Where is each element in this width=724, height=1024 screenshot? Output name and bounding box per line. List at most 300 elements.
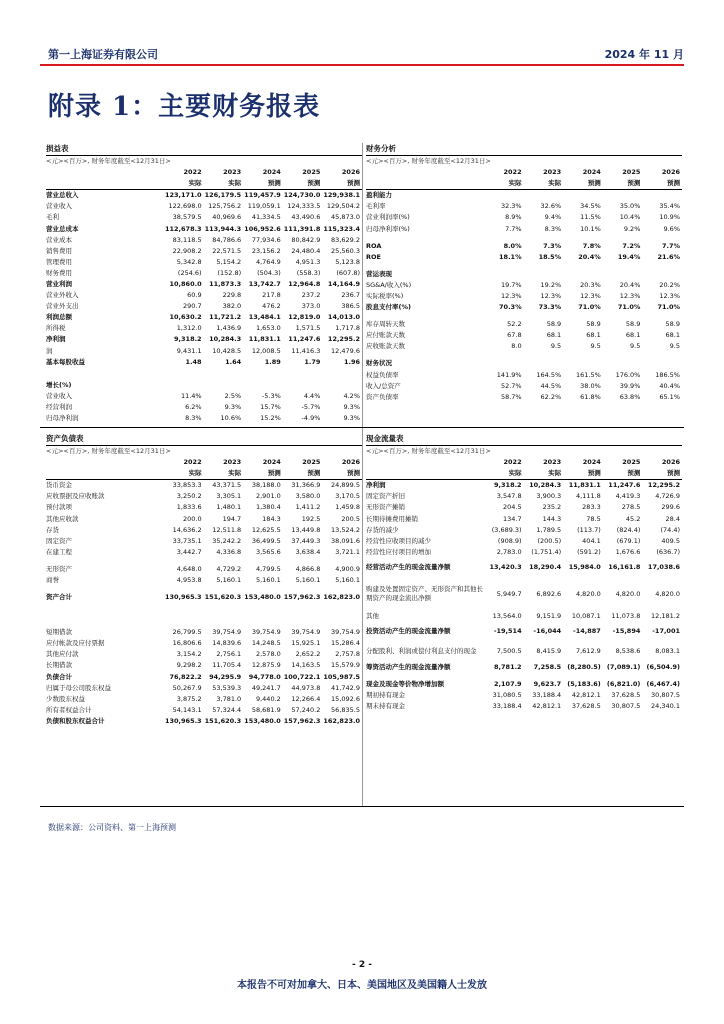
cell-value: 62.2% — [540, 392, 562, 401]
cell-value: 9.3% — [343, 402, 360, 411]
cell-value: 9.4% — [544, 213, 562, 222]
cell-value: -5.7% — [301, 402, 321, 411]
year-label: 2023 — [223, 168, 242, 177]
row-label: 所有者权益合计 — [46, 705, 92, 714]
table-row — [46, 683, 362, 694]
table-row — [46, 536, 362, 547]
cell-value: 7.2% — [622, 241, 641, 250]
cell-value: 34.5% — [580, 202, 601, 211]
cell-value: 236.7 — [341, 291, 360, 300]
table-row — [46, 480, 362, 492]
cell-value: 9,298.2 — [176, 661, 202, 670]
row-label: 筹资活动产生的现金流量净额 — [366, 662, 451, 671]
row-label: 经营利润 — [46, 402, 72, 411]
row-label: 营业总收入 — [46, 191, 79, 200]
cell-value: 38,188.0 — [251, 481, 281, 490]
cell-value: 237.2 — [301, 291, 321, 300]
type-header-row — [46, 468, 362, 480]
cell-value: 4,951.3 — [295, 257, 321, 266]
year-label: 2023 — [223, 458, 242, 467]
cell-value: 1.64 — [225, 357, 242, 366]
row-label: 应收账款天数 — [366, 342, 405, 351]
row-label: 其他 — [366, 611, 379, 620]
cell-value: (6,504.9) — [646, 662, 680, 671]
cell-value: 5,342.8 — [176, 257, 202, 266]
row-label: 投资活动产生的现金流量净额 — [366, 627, 451, 636]
cell-value: 9,318.2 — [494, 481, 522, 490]
cell-value: 83,118.5 — [172, 235, 202, 244]
cell-value: 3,154.2 — [176, 650, 202, 659]
row-label: 其他应付款 — [46, 650, 79, 659]
header-spacer — [46, 167, 164, 178]
row-label: 权益负债率 — [366, 370, 399, 379]
page-number: - 2 - — [352, 960, 372, 970]
cell-value: 3,580.0 — [295, 492, 321, 501]
header-spacer — [46, 178, 164, 190]
cell-value: 11.4% — [180, 391, 202, 400]
cell-value: 18,290.4 — [529, 563, 562, 572]
year-header-row — [46, 457, 362, 468]
table-row — [366, 330, 682, 341]
cell-value: 68.1 — [665, 331, 680, 340]
cell-value: 1,312.0 — [176, 324, 202, 333]
cell-value: 8,083.1 — [655, 647, 680, 656]
cell-value: 3,638.4 — [295, 547, 321, 556]
cell-value: 3,547.8 — [496, 492, 522, 501]
cell-value: 134.7 — [502, 514, 522, 523]
table-row — [46, 491, 362, 502]
cell-value: 52.2 — [507, 320, 522, 329]
cell-value: 4,648.0 — [176, 564, 202, 573]
cell-value: 43,371.5 — [212, 481, 242, 490]
type-label: 预测 — [642, 468, 682, 480]
cell-value: 42,812.1 — [571, 691, 601, 700]
cell-value: 5,160.1 — [255, 575, 281, 584]
cell-value: 5,949.7 — [496, 589, 522, 598]
cell-value: 1,436.9 — [216, 324, 242, 333]
cell-value: (8,280.5) — [567, 662, 601, 671]
cell-value: 105,987.5 — [323, 672, 360, 681]
cell-value: 14,839.6 — [212, 639, 242, 648]
cell-value: 24,480.4 — [291, 246, 321, 255]
cell-value: 43,490.6 — [291, 213, 321, 222]
header-rule — [40, 64, 684, 66]
cell-value: 3,875.2 — [176, 694, 202, 703]
cell-value: 9,440.2 — [255, 694, 281, 703]
growth-title-row — [46, 380, 362, 391]
row-label: 基本每股收益 — [46, 357, 85, 366]
row-label: 短期借款 — [46, 628, 72, 637]
report-date: 2024 年 11 月 — [604, 48, 684, 61]
row-label: 收入/总资产 — [366, 381, 401, 390]
cell-value: 8.9% — [505, 213, 522, 222]
cell-value: 1,571.5 — [295, 324, 321, 333]
cell-value: 1,411.2 — [295, 503, 321, 512]
type-label: 预测 — [283, 178, 323, 190]
cell-value: 111,391.8 — [283, 224, 321, 233]
table-row — [46, 638, 362, 649]
cell-value: 1,676.6 — [615, 547, 641, 556]
row-label: 无形资产 — [46, 564, 72, 573]
table-row — [366, 212, 682, 223]
cell-value: 3,250.2 — [176, 492, 202, 501]
cell-value: 7.7% — [661, 241, 680, 250]
header-spacer — [46, 457, 164, 468]
growth-title: 增长(%) — [46, 380, 72, 389]
cell-value: 10,284.3 — [209, 335, 242, 344]
row-label: 商誉 — [46, 575, 59, 584]
year-label: 2026 — [341, 458, 360, 467]
cell-value: 115,323.4 — [323, 224, 360, 233]
cell-value: 124,730.0 — [283, 191, 321, 200]
cell-value: 11,073.8 — [611, 611, 641, 620]
cell-value: 73.3% — [538, 303, 562, 312]
row-label: 经营性应付项目的增加 — [366, 547, 431, 556]
group-title-row — [366, 358, 682, 369]
cell-value: 7,258.5 — [533, 662, 562, 671]
cell-value: 2,107.9 — [494, 680, 522, 689]
cell-value: 2,783.0 — [496, 547, 522, 556]
cell-value: 8.0 — [511, 342, 522, 351]
row-label: 所得税 — [46, 324, 66, 333]
cell-value: 12,008.5 — [251, 346, 281, 355]
cell-value: 58.7% — [500, 392, 522, 401]
cell-value: 4,764.9 — [255, 257, 281, 266]
type-label: 预测 — [642, 178, 682, 190]
row-label: 存货 — [46, 525, 59, 534]
cell-value: -14,887 — [573, 627, 601, 636]
cashflow-statement-panel — [366, 433, 682, 712]
cell-value: 35.0% — [619, 202, 641, 211]
cell-value: 1,380.4 — [255, 503, 281, 512]
row-label: 无形资产摊销 — [366, 503, 405, 512]
year-label: 2024 — [262, 168, 281, 177]
cell-value: (5,183.6) — [567, 680, 601, 689]
year-label: 2026 — [341, 168, 360, 177]
cell-value: 9,318.2 — [174, 335, 202, 344]
table-row — [366, 642, 682, 662]
row-label: 存货的减少 — [366, 525, 399, 534]
cell-value: 10,428.5 — [212, 346, 242, 355]
cell-value: 157,962.3 — [283, 593, 321, 602]
table-row — [46, 564, 362, 575]
table-row — [46, 502, 362, 513]
cell-value: 32.6% — [540, 202, 562, 211]
table-row — [46, 513, 362, 524]
cell-value: 119,457.9 — [244, 191, 281, 200]
row-label: 润 — [46, 346, 53, 355]
row-label: 长期待摊费用摊销 — [366, 514, 418, 523]
cell-value: 217.8 — [262, 291, 281, 300]
cell-value: 5,160.1 — [335, 575, 360, 584]
cell-value: 12.3% — [580, 291, 601, 300]
table-row — [366, 280, 682, 291]
group-title: 营运表现 — [366, 269, 392, 278]
table-row — [366, 701, 682, 712]
table-row — [366, 690, 682, 701]
cell-value: 63.8% — [619, 392, 641, 401]
cell-value: (152.8) — [217, 268, 242, 277]
table-row — [366, 223, 682, 234]
table-row — [366, 502, 682, 513]
type-label: 实际 — [164, 468, 204, 480]
row-label: 固定资产折旧 — [366, 492, 405, 501]
cell-value: 9.3% — [343, 414, 360, 423]
type-label: 预测 — [322, 468, 362, 480]
cell-value: 106,952.6 — [244, 224, 281, 233]
cell-value: 409.5 — [661, 536, 680, 545]
cell-value: 67.8 — [507, 331, 522, 340]
row-label: 资产负债率 — [366, 392, 399, 401]
cell-value: 40,969.6 — [212, 213, 242, 222]
cell-value: 9.5 — [669, 342, 680, 351]
cell-value: 119,059.1 — [247, 202, 281, 211]
cell-value: -19,514 — [493, 627, 522, 636]
cell-value: 20.3% — [580, 280, 601, 289]
cell-value: 4,900.9 — [335, 564, 360, 573]
cell-value: 30,807.5 — [611, 702, 641, 711]
cell-value: 15,984.0 — [568, 563, 601, 572]
cell-value: 30,807.5 — [651, 691, 680, 700]
table-row — [366, 392, 682, 403]
table-row — [366, 536, 682, 547]
cell-value: (200.5) — [537, 536, 562, 545]
cell-value: 10.4% — [619, 213, 641, 222]
cell-value: 37,628.5 — [571, 702, 601, 711]
cell-value: 4,726.9 — [655, 492, 680, 501]
cell-value: -16,044 — [533, 627, 562, 636]
year-label: 2025 — [302, 458, 321, 467]
cell-value: 12,295.2 — [327, 335, 360, 344]
cell-value: 382.0 — [222, 302, 242, 311]
cell-value: 11,247.6 — [608, 481, 641, 490]
cell-value: 52.7% — [500, 381, 522, 390]
cell-value: 184.3 — [262, 514, 281, 523]
table-row — [46, 346, 362, 357]
cell-value: 373.0 — [301, 302, 321, 311]
type-label: 预测 — [603, 178, 643, 190]
table-row — [46, 323, 362, 334]
cell-value: 13,484.1 — [248, 313, 281, 322]
year-label: 2023 — [543, 458, 562, 467]
cell-value: 192.5 — [301, 514, 321, 523]
table-row — [46, 402, 362, 413]
table-row — [46, 279, 362, 290]
table-row — [46, 312, 362, 323]
column-divider — [362, 143, 363, 807]
cell-value: 39,754.9 — [291, 628, 321, 637]
table-row — [366, 578, 682, 611]
row-label: 库存周转天数 — [366, 320, 405, 329]
table-row — [46, 672, 362, 683]
row-label: 少数股东权益 — [46, 694, 85, 703]
row-label: 毛利率 — [366, 202, 386, 211]
cell-value: 15.7% — [260, 402, 281, 411]
table-row — [46, 268, 362, 279]
cell-value: 8.3% — [185, 414, 202, 423]
cell-value: 12.3% — [619, 291, 641, 300]
cell-value: 1,459.8 — [335, 503, 360, 512]
cell-value: 78.5 — [586, 514, 601, 523]
page-title: 附录 1：主要财务报表 — [48, 92, 321, 122]
cell-value: 7.8% — [582, 241, 601, 250]
table-row — [46, 649, 362, 660]
cell-value: 4,111.8 — [575, 492, 601, 501]
cell-value: 2,652.2 — [295, 650, 321, 659]
type-label: 实际 — [524, 178, 564, 190]
cell-value: 3,305.1 — [216, 492, 242, 501]
cell-value: 22,908.2 — [172, 246, 202, 255]
table-row — [366, 291, 682, 302]
cell-value: (254.6) — [177, 268, 202, 277]
cell-value: 386.5 — [341, 302, 360, 311]
cell-value: 4.2% — [343, 391, 360, 400]
cell-value: 3,900.3 — [536, 492, 562, 501]
cell-value: 200.0 — [182, 514, 202, 523]
cell-value: 1,653.0 — [255, 324, 281, 333]
cell-value: 176.0% — [615, 370, 641, 379]
row-label: 预付款项 — [46, 503, 72, 512]
cell-value: (591.2) — [577, 547, 601, 556]
cell-value: 204.5 — [502, 503, 522, 512]
page-header — [48, 44, 684, 64]
group-title: 盈利能力 — [366, 191, 392, 200]
cell-value: 9.5 — [630, 342, 641, 351]
row-label: 经营活动产生的现金流量净额 — [366, 563, 451, 572]
disclaimer: 本报告不可对加拿大、日本、美国地区及美国籍人士发放 — [237, 980, 487, 991]
cell-value: 299.6 — [661, 503, 680, 512]
cell-value: 4,866.8 — [295, 564, 321, 573]
cell-value: 39,754.9 — [251, 628, 281, 637]
cell-value: 33,853.3 — [172, 481, 202, 490]
cell-value: 151,620.3 — [204, 593, 242, 602]
cell-value: 157,962.3 — [283, 716, 321, 725]
cell-value: 153,480.0 — [244, 716, 281, 725]
cell-value: 10,630.2 — [169, 313, 202, 322]
cell-value: 35,242.2 — [212, 536, 242, 545]
cell-value: 17,038.6 — [647, 563, 680, 572]
panel-title: 财务分析 — [366, 143, 682, 156]
cell-value: 144.3 — [542, 514, 562, 523]
cell-value: 33,188.4 — [532, 691, 562, 700]
cell-value: 12.3% — [659, 291, 680, 300]
header-spacer — [46, 468, 164, 480]
cell-value: 3,442.7 — [176, 547, 202, 556]
cell-value: 130,965.3 — [164, 593, 202, 602]
cell-value: 11,873.3 — [209, 279, 242, 288]
cell-value: 37,628.5 — [611, 691, 641, 700]
cell-value: 5,154.2 — [216, 257, 242, 266]
cell-value: 14,163.5 — [291, 661, 321, 670]
cell-value: 2,578.0 — [255, 650, 281, 659]
cell-value: 14,013.0 — [327, 313, 360, 322]
year-label: 2026 — [661, 458, 680, 467]
row-label: 营业成本 — [46, 235, 72, 244]
panel-unit: <元><百万>, 财务年度截至<12月31日> — [46, 157, 171, 165]
cell-value: 38.0% — [580, 381, 601, 390]
table-row — [46, 575, 362, 586]
cell-value: 126,179.5 — [204, 191, 242, 200]
row-label: 购建及处置固定资产、无形资产和其他长期资产的现金流出净额 — [366, 585, 483, 603]
row-label: 负债和股东权益合计 — [46, 716, 105, 725]
cell-value: 19.7% — [500, 280, 522, 289]
row-label: 利润总额 — [46, 313, 72, 322]
row-label: 应付帐款及应付票据 — [46, 639, 105, 648]
type-label: 预测 — [563, 468, 603, 480]
cell-value: 4,336.8 — [216, 547, 242, 556]
cell-value: 12,479.6 — [331, 346, 360, 355]
cell-value: 13,420.3 — [489, 563, 522, 572]
cell-value: 16,806.6 — [172, 639, 202, 648]
cell-value: 11,247.6 — [288, 335, 321, 344]
cell-value: 68.1 — [625, 331, 641, 340]
cell-value: 41,742.9 — [331, 683, 360, 692]
cell-value: 2,756.1 — [216, 650, 242, 659]
type-label: 实际 — [484, 468, 524, 480]
year-header-row — [366, 167, 682, 178]
cell-value: 8,781.2 — [494, 662, 522, 671]
cell-value: 129,504.2 — [326, 202, 360, 211]
panel-unit: <元><百万>, 财务年度截至<12月31日> — [366, 447, 491, 455]
cell-value: 2,757.8 — [335, 650, 360, 659]
row-label: 营业利润率(%) — [366, 213, 410, 222]
year-label: 2024 — [582, 168, 601, 177]
type-label: 预测 — [603, 468, 643, 480]
cell-value: 10.1% — [580, 224, 601, 233]
panel-title: 损益表 — [46, 143, 362, 156]
group-title: 财务状况 — [366, 359, 392, 368]
row-label: 净利润 — [46, 335, 66, 344]
cell-value: 40.4% — [659, 381, 680, 390]
cell-value: 38,091.6 — [331, 536, 360, 545]
row-label: 货币资金 — [46, 481, 72, 490]
year-label: 2024 — [582, 458, 601, 467]
balance-sheet-panel — [46, 433, 362, 727]
table-row — [46, 592, 362, 603]
cell-value: 1,480.1 — [216, 503, 242, 512]
row-label: 实际税率(%) — [366, 291, 404, 300]
cell-value: 13,742.7 — [248, 279, 281, 288]
cell-value: 11,705.4 — [212, 661, 242, 670]
table-row — [366, 252, 682, 263]
table-row — [46, 190, 362, 202]
cell-value: 10,860.0 — [169, 279, 202, 288]
cell-value: 57,240.2 — [291, 705, 321, 714]
cell-value: 5,123.8 — [335, 257, 360, 266]
row-label: 营业外收入 — [46, 291, 79, 300]
row-label: 期初持有现金 — [366, 691, 405, 700]
cell-value: (74.4) — [660, 525, 680, 534]
cell-value: 26,799.5 — [172, 628, 202, 637]
spacer — [366, 403, 484, 409]
year-label: 2022 — [183, 168, 202, 177]
cell-value: 194.7 — [222, 514, 242, 523]
cell-value: 9,151.9 — [536, 611, 562, 620]
cell-value: 80,842.9 — [291, 235, 321, 244]
cell-value: 7,500.5 — [496, 647, 522, 656]
cell-value: 4,820.0 — [575, 589, 601, 598]
cell-value: 283.3 — [582, 503, 601, 512]
cell-value: 37,449.3 — [291, 536, 321, 545]
cell-value: 10,284.3 — [529, 481, 562, 490]
cell-value: 70.3% — [499, 303, 522, 312]
cell-value: -5.3% — [261, 391, 281, 400]
cell-value: -4.9% — [301, 414, 321, 423]
cell-value: 58.9 — [546, 320, 562, 329]
table-row — [366, 662, 682, 673]
cell-value: 12,819.0 — [288, 313, 321, 322]
table-row — [366, 525, 682, 536]
